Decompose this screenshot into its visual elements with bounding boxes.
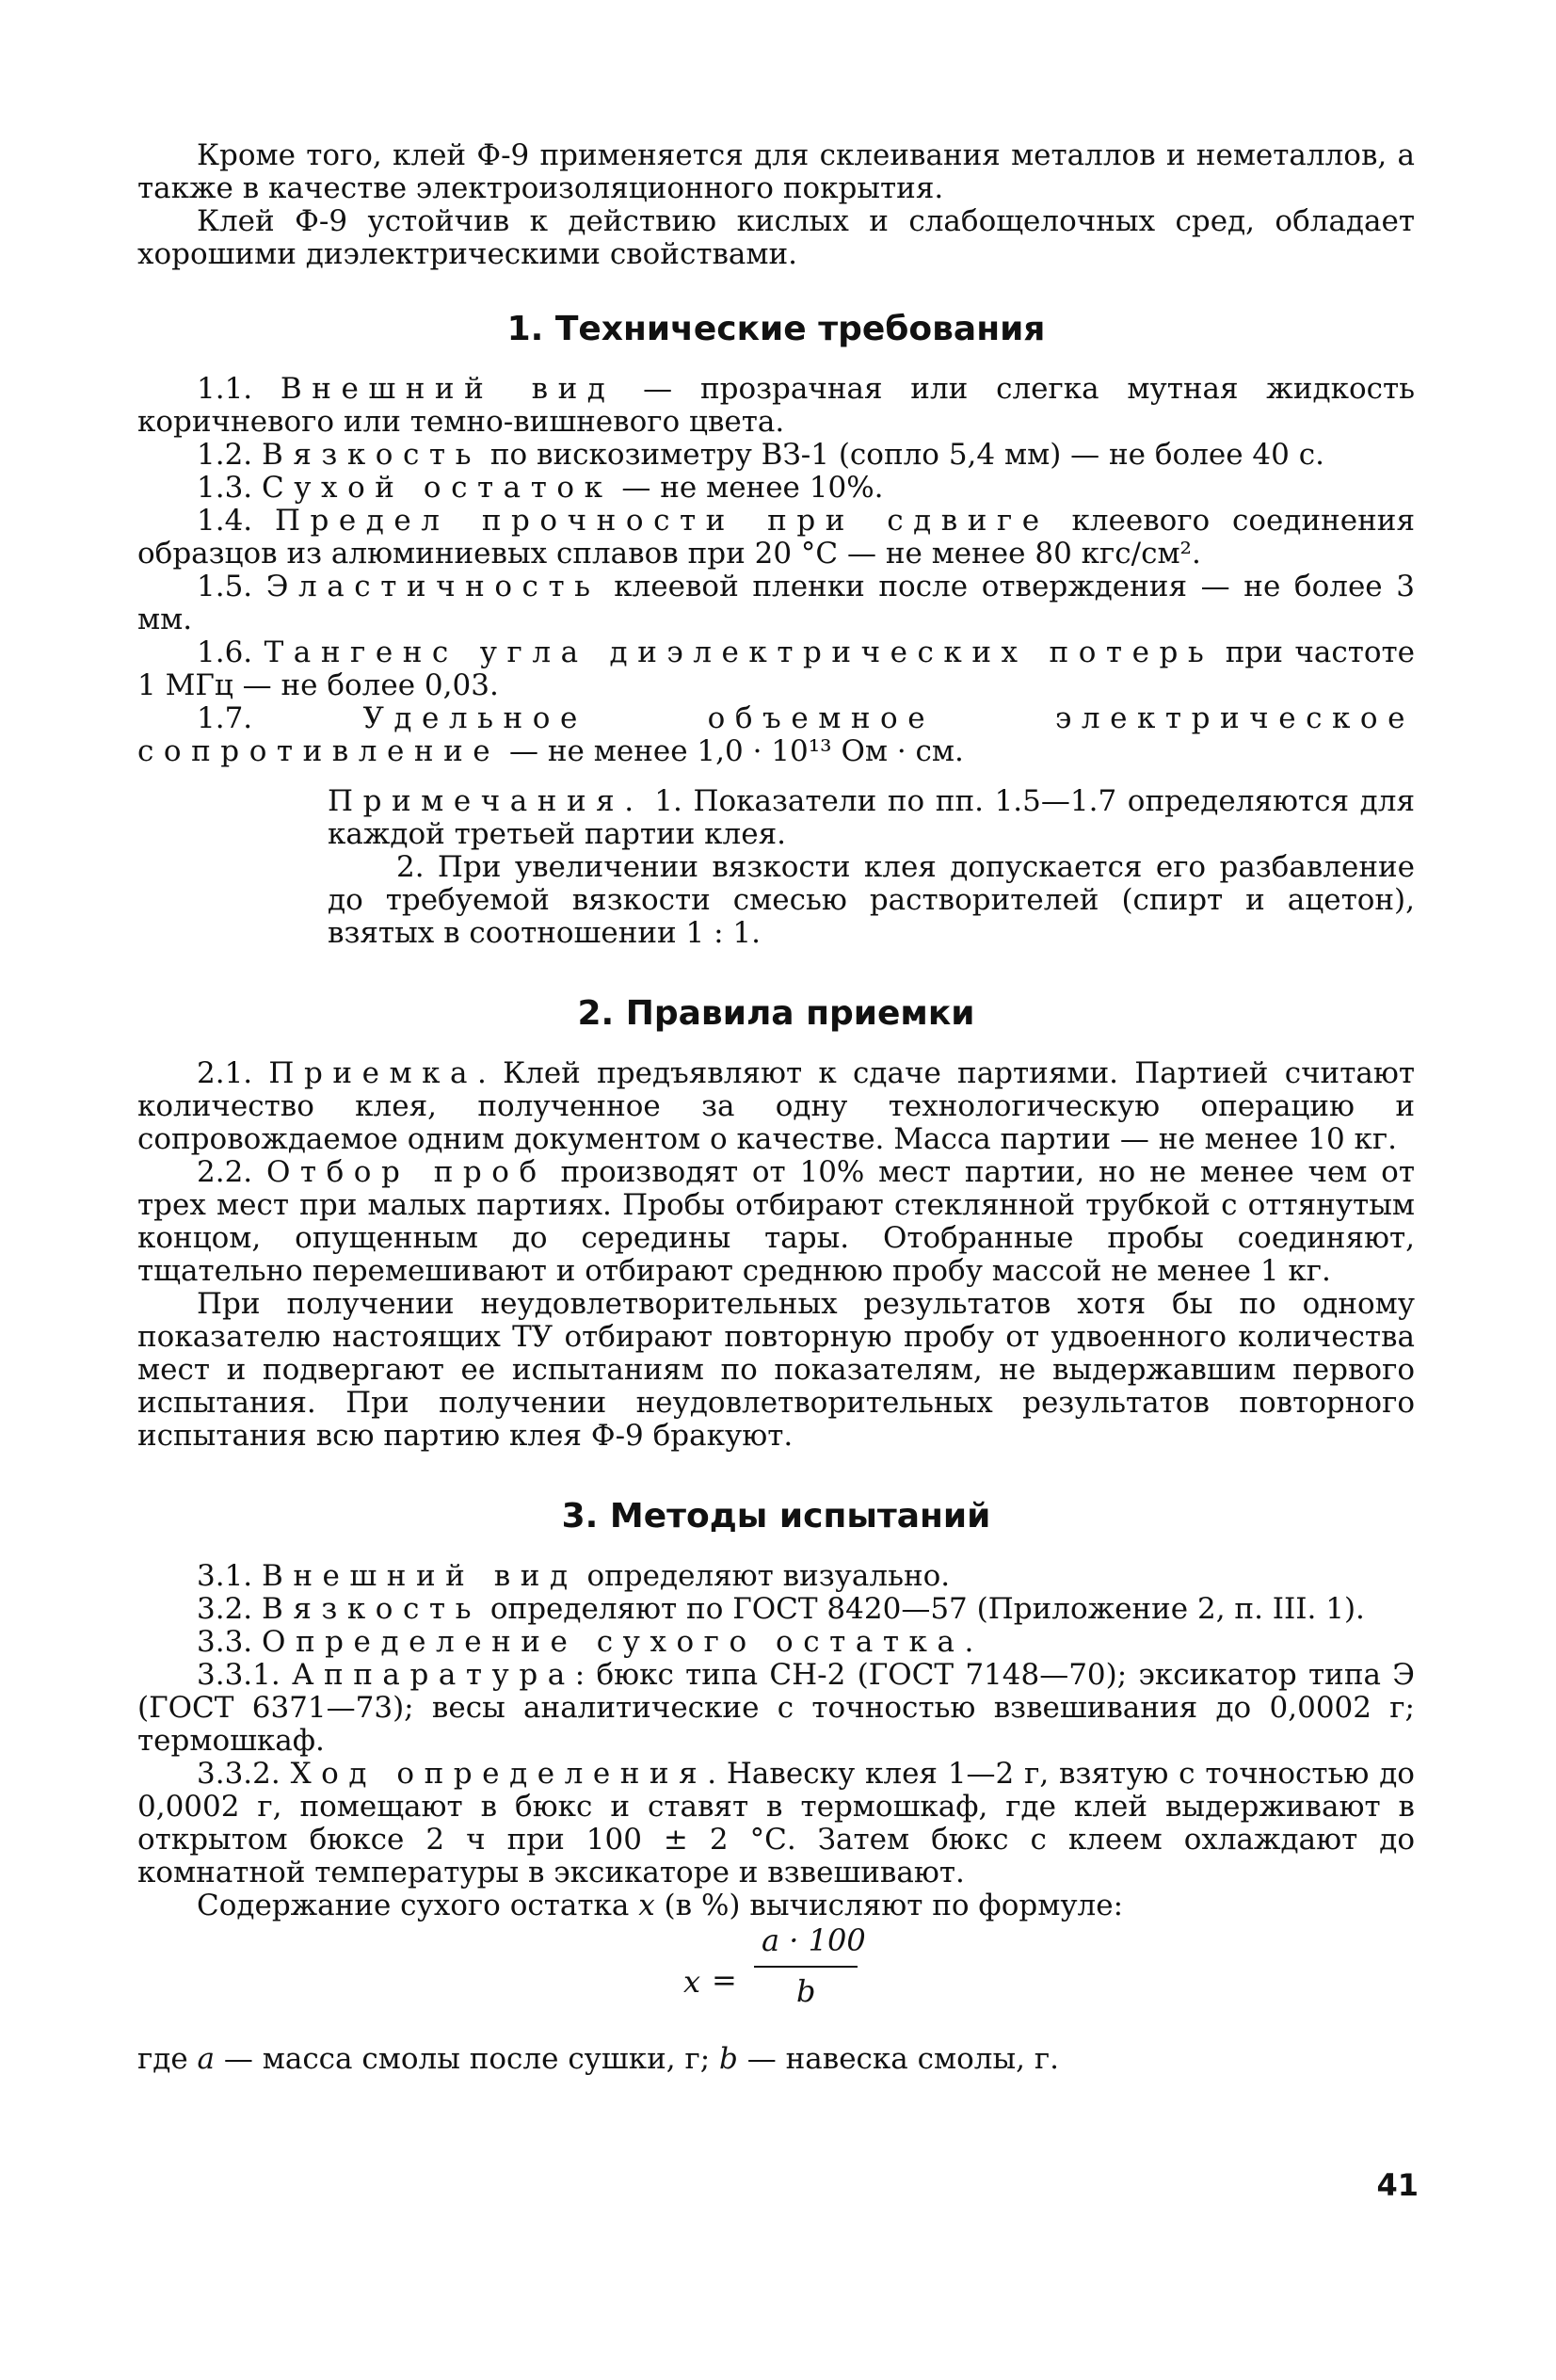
section-2-paragraph: При получении неудовлетворительных результатов хотя бы по одному показателю настоящих ТУ отбирают повторную пробу от удвоенного количества мест и подвергают ее испытаниям по показателям, не выдержавшим первого испытания. При получении неудовлетворительных результатов повторного испытания всю партию клея Ф-9 бракуют. <box>137 1287 1415 1453</box>
item-1-6: 1.6. Тангенс угла диэлектрических потерь при частоте 1 МГц — не более 0,03. <box>137 635 1416 702</box>
item-3-2: 3.2. Вязкость определяют по ГОСТ 8420—57 (Приложение 2, п. III. 1). <box>197 1592 1365 1626</box>
section-1-title: 1. Технические требования <box>506 310 1046 348</box>
item-3-1: 3.1. Внешний вид определяют визуально. <box>197 1559 951 1593</box>
item-2-2: 2.2. Отбор проб производят от 10% мест партии, но не менее чем от трех мест при малых партиях. Пробы отбирают стеклянной трубкой с оттянутым концом, опущенным до середины тары. Отобранные пробы соединяют, тщательно перемешивают и отбирают среднюю пробу массой не менее 1 кг. <box>137 1155 1415 1288</box>
formula-equals: = <box>712 1962 737 1998</box>
notes-block <box>328 785 1415 950</box>
formula-intro: Содержание сухого остатка x (в %) вычисляют по формуле: <box>197 1889 1124 1922</box>
item-1-7: 1.7. Удельное объемное электрическое сопротивление — не менее 1,0 · 10¹³ Ом · см. <box>137 701 1415 768</box>
item-1-1: 1.1. Внешний вид — прозрачная или слегка мутная жидкость коричневого или темно-вишневого цвета. <box>137 372 1415 439</box>
note-1: Примечания. 1. Показатели по пп. 1.5—1.7 определяются для каждой третьей партии клея. <box>328 784 1415 851</box>
section-2-title: 2. Правила приемки <box>577 994 975 1033</box>
item-3-3-2: 3.3.2. Ход определения. Навеску клея 1—2 г, взятую с точностью до 0,0002 г, помещают в бюкс и ставят в термошкаф, где клей выдерживают в открытом бюксе 2 ч при 100 ± 2 °С. Затем бюкс с клеем охлаждают до комнатной температуры в эксикаторе и взвешивают. <box>137 1757 1415 1890</box>
item-2-1: 2.1. Приемка. Клей предъявляют к сдаче партиями. Партией считают количество клея, полученное за одну технологическую операцию и сопровождаемое одним документом о качестве. Масса партии — не менее 10 кг. <box>137 1056 1415 1156</box>
intro-paragraph-2: Клей Ф-9 устойчив к действию кислых и слабощелочных сред, обладает хорошими диэлектрическими свойствами. <box>137 204 1415 271</box>
formula-lhs: x <box>683 1964 701 2000</box>
formula-fraction-bar <box>754 1966 858 1968</box>
item-1-3: 1.3. Сухой остаток — не менее 10%. <box>197 471 884 505</box>
note-2: 2. При увеличении вязкости клея допускается его разбавление до требуемой вязкости смесью растворителей (спирт и ацетон), взятых в соотношении 1 : 1. <box>328 850 1415 950</box>
item-1-2: 1.2. Вязкость по вискозиметру ВЗ-1 (сопло 5,4 мм) — не более 40 с. <box>197 438 1324 472</box>
item-1-4: 1.4. Предел прочности при сдвиге клеевого соединения образцов из алюминиевых сплавов при 20 °С — не менее 80 кгс/см². <box>137 504 1416 571</box>
item-1-5: 1.5. Эластичность клеевой пленки после отверждения — не более 3 мм. <box>137 570 1415 636</box>
formula-numerator: a · 100 <box>762 1922 866 1958</box>
formula-legend: где a — масса смолы после сушки, г; b — навеска смолы, г. <box>137 2042 1059 2076</box>
formula-denominator: b <box>796 1973 816 2009</box>
item-3-3: 3.3. Определение сухого остатка. <box>197 1625 974 1659</box>
formula <box>137 1922 1415 2043</box>
section-1-items <box>137 373 1415 768</box>
intro-paragraph-1: Кроме того, клей Ф-9 применяется для склеивания металлов и неметаллов, а также в качестве электроизоляционного покрытия. <box>137 138 1415 205</box>
page-number: 41 <box>1376 2167 1419 2203</box>
item-3-3-1: 3.3.1. Аппаратура: бюкс типа СН-2 (ГОСТ 7148—70); эксикатор типа Э (ГОСТ 6371—73); весы аналитические с точностью взвешивания до 0,0002 г; термошкаф. <box>137 1658 1415 1758</box>
section-3-title: 3. Методы испытаний <box>561 1497 991 1536</box>
